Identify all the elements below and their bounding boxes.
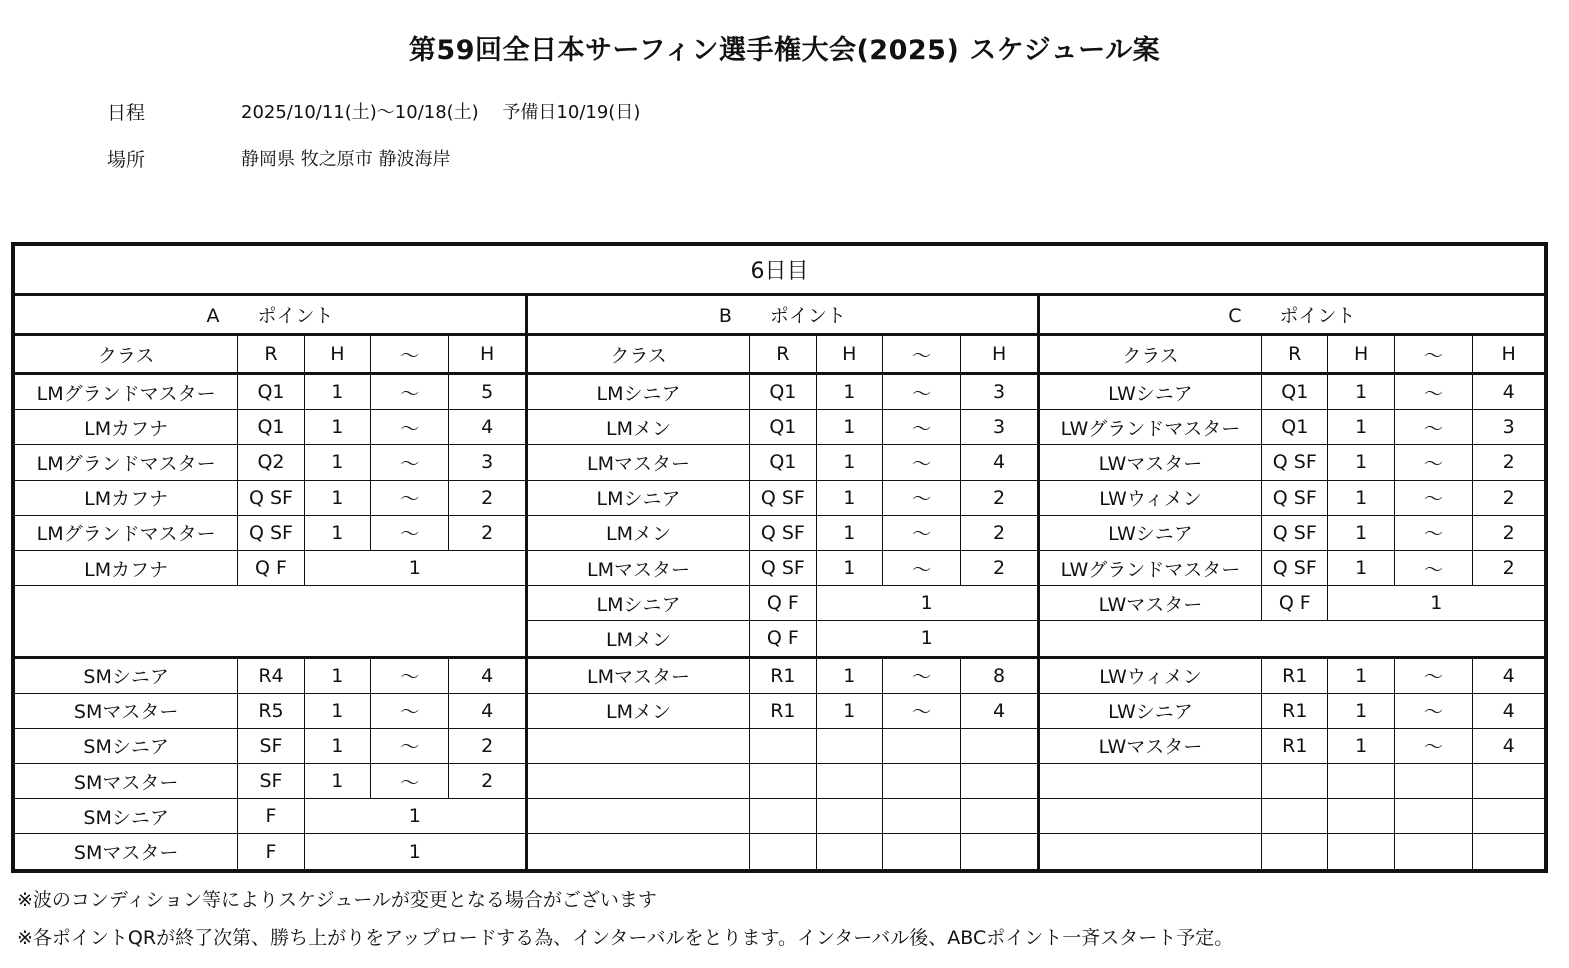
b-class: LMメン xyxy=(526,515,749,550)
b-class: LMマスター xyxy=(526,445,749,480)
col-round: R xyxy=(238,335,304,374)
a-round: Q SF xyxy=(238,480,304,515)
b-class: LMマスター xyxy=(526,550,749,585)
a-heat-from: 1 xyxy=(304,410,370,445)
table-row xyxy=(15,586,1545,621)
a-tilde: ～ xyxy=(371,657,449,693)
c-heat-from: 1 xyxy=(1328,728,1394,763)
a-round: Q2 xyxy=(238,445,304,480)
c-class: LWグランドマスター xyxy=(1038,410,1261,445)
b-tilde: ～ xyxy=(882,410,960,445)
a-empty-block xyxy=(15,586,527,657)
col-tilde: ～ xyxy=(371,335,449,374)
b-empty-cell xyxy=(882,728,960,763)
b-class: LMメン xyxy=(526,621,749,657)
a-heat: 1 xyxy=(304,834,526,869)
c-round: Q F xyxy=(1262,586,1328,621)
c-empty-cell xyxy=(1473,764,1545,799)
b-empty-cell xyxy=(750,799,816,834)
b-heat-from: 1 xyxy=(816,445,882,480)
col-class: クラス xyxy=(526,335,749,374)
b-heat-to: 2 xyxy=(961,550,1038,585)
b-heat-from: 1 xyxy=(816,480,882,515)
c-class: LWウィメン xyxy=(1038,657,1261,693)
b-round: Q1 xyxy=(750,445,816,480)
c-empty-cell xyxy=(1328,834,1394,869)
col-heat-from: H xyxy=(816,335,882,374)
col-heat-to: H xyxy=(449,335,526,374)
a-class: SMシニア xyxy=(15,728,238,763)
b-tilde: ～ xyxy=(882,693,960,728)
c-empty-cell xyxy=(1473,834,1545,869)
table-row xyxy=(15,834,1545,869)
a-round: F xyxy=(238,799,304,834)
a-heat-to: 2 xyxy=(449,480,526,515)
note-condition: ※波のコンディション等によりスケジュールが変更となる場合がございます xyxy=(17,889,657,911)
a-heat-from: 1 xyxy=(304,374,370,410)
b-class: LMシニア xyxy=(526,374,749,410)
c-heat-to: 3 xyxy=(1473,410,1545,445)
c-class: LWグランドマスター xyxy=(1038,550,1261,585)
b-empty-cell xyxy=(961,799,1038,834)
note-interval: ※各ポイントQRが終了次第、勝ち上がりをアップロードする為、インターバルをとります。インターバル後、ABCポイント一斉スタート予定。 xyxy=(17,927,1234,949)
b-round: Q SF xyxy=(750,480,816,515)
point-b-header: B ポイント xyxy=(526,295,1038,335)
table-row xyxy=(15,799,1545,834)
b-empty-cell xyxy=(750,728,816,763)
b-heat-from: 1 xyxy=(816,657,882,693)
a-heat: 1 xyxy=(304,799,526,834)
a-round: R5 xyxy=(238,693,304,728)
c-tilde: ～ xyxy=(1394,410,1472,445)
a-tilde: ～ xyxy=(371,374,449,410)
col-heat-to: H xyxy=(1473,335,1545,374)
c-empty-cell xyxy=(1394,834,1472,869)
c-heat: 1 xyxy=(1328,586,1545,621)
c-heat-from: 1 xyxy=(1328,445,1394,480)
b-heat-to: 8 xyxy=(961,657,1038,693)
b-heat-to: 4 xyxy=(961,693,1038,728)
b-empty-cell xyxy=(526,728,749,763)
c-heat-from: 1 xyxy=(1328,515,1394,550)
b-empty-cell xyxy=(961,728,1038,763)
b-empty-cell xyxy=(750,834,816,869)
c-empty-cell xyxy=(1262,764,1328,799)
col-round: R xyxy=(750,335,816,374)
a-heat-to: 4 xyxy=(449,693,526,728)
c-empty-cell xyxy=(1394,764,1472,799)
c-heat-to: 2 xyxy=(1473,515,1545,550)
b-heat-to: 2 xyxy=(961,515,1038,550)
b-heat-from: 1 xyxy=(816,374,882,410)
place-label: 場所 xyxy=(107,149,146,171)
b-empty-cell xyxy=(526,799,749,834)
a-heat-from: 1 xyxy=(304,480,370,515)
c-round: R1 xyxy=(1262,728,1328,763)
point-c-header: C ポイント xyxy=(1038,295,1544,335)
b-heat-to: 3 xyxy=(961,374,1038,410)
b-round: Q F xyxy=(750,621,816,657)
a-heat-to: 2 xyxy=(449,764,526,799)
b-empty-cell xyxy=(882,764,960,799)
c-empty-cell xyxy=(1262,834,1328,869)
c-empty-cell xyxy=(1328,764,1394,799)
c-heat-to: 4 xyxy=(1473,693,1545,728)
a-round: F xyxy=(238,834,304,869)
c-empty-cell xyxy=(1038,799,1261,834)
b-empty-cell xyxy=(526,764,749,799)
c-heat-to: 4 xyxy=(1473,657,1545,693)
a-round: SF xyxy=(238,764,304,799)
b-round: Q1 xyxy=(750,374,816,410)
c-round: Q SF xyxy=(1262,515,1328,550)
c-class: LWマスター xyxy=(1038,586,1261,621)
day-label: 6日目 xyxy=(15,246,1545,295)
c-tilde: ～ xyxy=(1394,550,1472,585)
b-class: LMシニア xyxy=(526,586,749,621)
a-round: R4 xyxy=(238,657,304,693)
a-heat-to: 3 xyxy=(449,445,526,480)
c-empty-cell xyxy=(1473,799,1545,834)
col-heat-from: H xyxy=(1328,335,1394,374)
table-row xyxy=(15,693,1545,728)
table-row xyxy=(15,445,1545,480)
c-round: Q SF xyxy=(1262,445,1328,480)
c-heat-to: 2 xyxy=(1473,445,1545,480)
b-tilde: ～ xyxy=(882,445,960,480)
c-heat-to: 4 xyxy=(1473,728,1545,763)
b-heat-from: 1 xyxy=(816,693,882,728)
b-empty-cell xyxy=(882,799,960,834)
a-heat: 1 xyxy=(304,550,526,585)
a-class: LMグランドマスター xyxy=(15,445,238,480)
a-tilde: ～ xyxy=(371,693,449,728)
c-empty-cell xyxy=(1328,799,1394,834)
a-class: LMグランドマスター xyxy=(15,374,238,410)
b-class: LMメン xyxy=(526,693,749,728)
b-round: R1 xyxy=(750,657,816,693)
c-heat-from: 1 xyxy=(1328,410,1394,445)
a-heat-to: 2 xyxy=(449,728,526,763)
b-round: R1 xyxy=(750,693,816,728)
c-round: Q1 xyxy=(1262,410,1328,445)
c-round: Q SF xyxy=(1262,550,1328,585)
b-empty-cell xyxy=(961,764,1038,799)
a-class: SMシニア xyxy=(15,657,238,693)
a-class: SMマスター xyxy=(15,834,238,869)
a-class: LMカフナ xyxy=(15,410,238,445)
c-empty-block xyxy=(1038,621,1544,657)
b-empty-cell xyxy=(882,834,960,869)
b-round: Q F xyxy=(750,586,816,621)
c-class: LWウィメン xyxy=(1038,480,1261,515)
b-class: LMシニア xyxy=(526,480,749,515)
c-class: LWシニア xyxy=(1038,693,1261,728)
c-empty-cell xyxy=(1262,799,1328,834)
c-empty-cell xyxy=(1038,834,1261,869)
b-tilde: ～ xyxy=(882,550,960,585)
c-empty-cell xyxy=(1394,799,1472,834)
c-heat-from: 1 xyxy=(1328,374,1394,410)
c-heat-to: 4 xyxy=(1473,374,1545,410)
a-round: Q SF xyxy=(238,515,304,550)
column-header-row xyxy=(15,335,1545,374)
b-heat: 1 xyxy=(816,621,1038,657)
table-row xyxy=(15,764,1545,799)
a-class: LMカフナ xyxy=(15,550,238,585)
c-heat-from: 1 xyxy=(1328,657,1394,693)
a-class: SMシニア xyxy=(15,799,238,834)
b-empty-cell xyxy=(816,728,882,763)
page-title: 第59回全日本サーフィン選手権大会(2025) スケジュール案 xyxy=(408,35,1161,66)
table-row xyxy=(15,657,1545,693)
a-heat-from: 1 xyxy=(304,764,370,799)
c-tilde: ～ xyxy=(1394,480,1472,515)
c-heat-from: 1 xyxy=(1328,480,1394,515)
table-row xyxy=(15,515,1545,550)
c-round: Q SF xyxy=(1262,480,1328,515)
table-row xyxy=(15,480,1545,515)
c-class: LWマスター xyxy=(1038,728,1261,763)
c-tilde: ～ xyxy=(1394,445,1472,480)
b-empty-cell xyxy=(816,764,882,799)
a-tilde: ～ xyxy=(371,410,449,445)
b-tilde: ～ xyxy=(882,515,960,550)
a-tilde: ～ xyxy=(371,515,449,550)
b-class: LMメン xyxy=(526,410,749,445)
c-tilde: ～ xyxy=(1394,693,1472,728)
b-tilde: ～ xyxy=(882,374,960,410)
point-a-header: A ポイント xyxy=(15,295,527,335)
date-label: 日程 xyxy=(107,102,146,124)
a-heat-from: 1 xyxy=(304,693,370,728)
schedule-table xyxy=(14,245,1545,870)
a-class: SMマスター xyxy=(15,764,238,799)
b-heat-from: 1 xyxy=(816,410,882,445)
c-class: LWマスター xyxy=(1038,445,1261,480)
b-heat-to: 2 xyxy=(961,480,1038,515)
c-heat-from: 1 xyxy=(1328,550,1394,585)
c-empty-cell xyxy=(1038,764,1261,799)
a-tilde: ～ xyxy=(371,728,449,763)
col-heat-to: H xyxy=(961,335,1038,374)
c-round: R1 xyxy=(1262,657,1328,693)
a-tilde: ～ xyxy=(371,480,449,515)
a-heat-from: 1 xyxy=(304,657,370,693)
b-empty-cell xyxy=(816,799,882,834)
table-row xyxy=(15,410,1545,445)
col-class: クラス xyxy=(15,335,238,374)
place-value: 静岡県 牧之原市 静波海岸 xyxy=(241,149,451,170)
b-round: Q SF xyxy=(750,515,816,550)
a-heat-from: 1 xyxy=(304,728,370,763)
c-round: Q1 xyxy=(1262,374,1328,410)
b-round: Q1 xyxy=(750,410,816,445)
c-class: LWシニア xyxy=(1038,374,1261,410)
col-round: R xyxy=(1262,335,1328,374)
b-heat-from: 1 xyxy=(816,515,882,550)
col-tilde: ～ xyxy=(882,335,960,374)
b-empty-cell xyxy=(816,834,882,869)
b-tilde: ～ xyxy=(882,480,960,515)
c-heat-from: 1 xyxy=(1328,693,1394,728)
table-row xyxy=(15,374,1545,410)
a-class: LMグランドマスター xyxy=(15,515,238,550)
a-round: Q1 xyxy=(238,410,304,445)
c-tilde: ～ xyxy=(1394,657,1472,693)
b-heat-from: 1 xyxy=(816,550,882,585)
a-heat-to: 4 xyxy=(449,410,526,445)
c-tilde: ～ xyxy=(1394,728,1472,763)
c-round: R1 xyxy=(1262,693,1328,728)
a-round: SF xyxy=(238,728,304,763)
table-row xyxy=(15,728,1545,763)
b-heat: 1 xyxy=(816,586,1038,621)
a-round: Q1 xyxy=(238,374,304,410)
c-tilde: ～ xyxy=(1394,374,1472,410)
b-empty-cell xyxy=(961,834,1038,869)
a-heat-from: 1 xyxy=(304,445,370,480)
c-heat-to: 2 xyxy=(1473,480,1545,515)
a-class: LMカフナ xyxy=(15,480,238,515)
b-round: Q SF xyxy=(750,550,816,585)
b-empty-cell xyxy=(750,764,816,799)
col-tilde: ～ xyxy=(1394,335,1472,374)
a-heat-from: 1 xyxy=(304,515,370,550)
a-heat-to: 5 xyxy=(449,374,526,410)
date-value: 2025/10/11(土)～10/18(土) 予備日10/19(日) xyxy=(241,102,641,123)
a-round: Q F xyxy=(238,550,304,585)
a-heat-to: 4 xyxy=(449,657,526,693)
b-heat-to: 3 xyxy=(961,410,1038,445)
col-heat-from: H xyxy=(304,335,370,374)
a-heat-to: 2 xyxy=(449,515,526,550)
col-class: クラス xyxy=(1038,335,1261,374)
a-class: SMマスター xyxy=(15,693,238,728)
c-heat-to: 2 xyxy=(1473,550,1545,585)
c-class: LWシニア xyxy=(1038,515,1261,550)
b-heat-to: 4 xyxy=(961,445,1038,480)
b-class: LMマスター xyxy=(526,657,749,693)
table-row xyxy=(15,550,1545,585)
b-empty-cell xyxy=(526,834,749,869)
c-tilde: ～ xyxy=(1394,515,1472,550)
b-tilde: ～ xyxy=(882,657,960,693)
a-tilde: ～ xyxy=(371,445,449,480)
a-tilde: ～ xyxy=(371,764,449,799)
